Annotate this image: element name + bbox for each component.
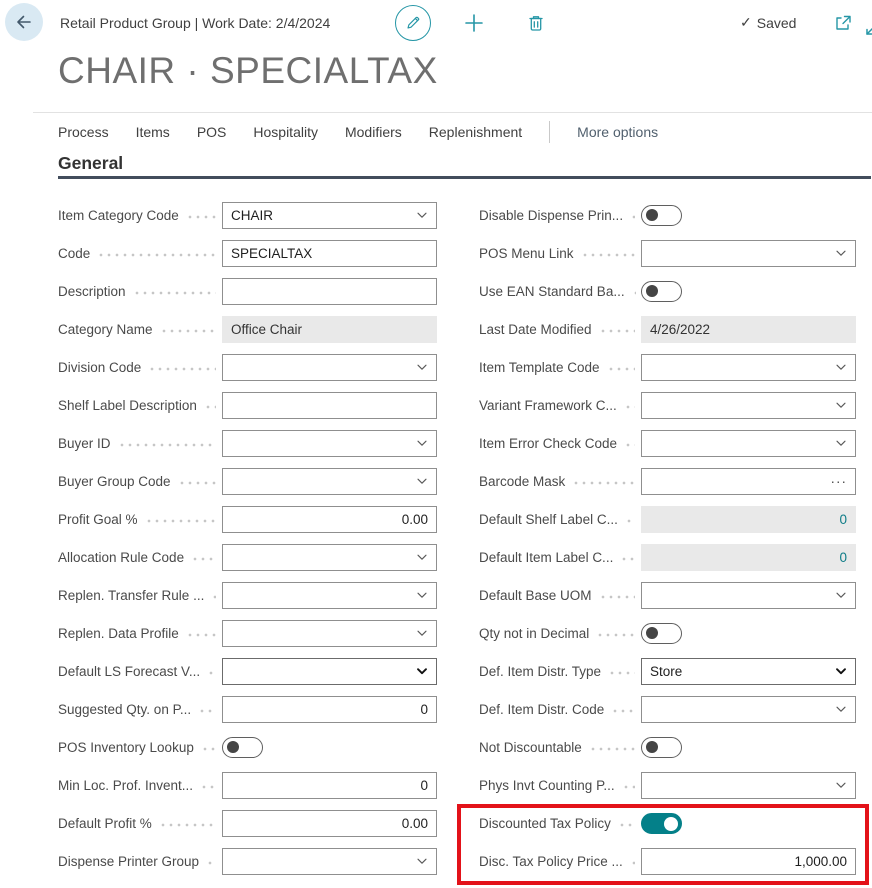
field-row-replen-transfer-rule xyxy=(58,576,437,614)
field-caption: Allocation Rule Code xyxy=(58,549,185,565)
chevron-down-icon[interactable] xyxy=(416,589,428,601)
chevron-down-icon[interactable] xyxy=(835,247,847,259)
default-item-label-copies-label xyxy=(479,550,641,565)
chevron-down-icon[interactable] xyxy=(835,703,847,715)
item-error-check-code-combobox[interactable] xyxy=(641,430,856,457)
dotted-leader xyxy=(159,823,216,827)
menu-tab-hospitality[interactable]: Hospitality xyxy=(253,124,318,140)
page-title: CHAIR · SPECIALTAX xyxy=(58,50,438,91)
field-row-item-error-check-code xyxy=(479,424,856,462)
dotted-leader xyxy=(596,633,635,637)
field-row-item-category-code xyxy=(58,196,437,234)
field-caption: Disc. Tax Policy Price ... xyxy=(479,853,623,869)
dotted-leader xyxy=(118,443,216,447)
field-row-qty-not-in-decimal xyxy=(479,614,856,652)
field-row-code xyxy=(58,234,437,272)
field-caption: Disable Dispense Prin... xyxy=(479,207,624,223)
field-row-default-item-label-copies xyxy=(479,538,856,576)
field-caption: Use EAN Standard Ba... xyxy=(479,283,625,299)
item-error-check-code-label xyxy=(479,436,641,451)
field-caption: POS Menu Link xyxy=(479,245,574,261)
not-discountable-label xyxy=(479,740,641,755)
default-base-uom-label xyxy=(479,588,641,603)
field-row-default-shelf-label-copies xyxy=(479,500,856,538)
suggested-qty-on-po-label xyxy=(58,702,222,717)
description-label xyxy=(58,284,222,299)
field-caption: Def. Item Distr. Code xyxy=(479,701,605,717)
shelf-label-description-input[interactable] xyxy=(222,392,437,419)
chevron-down-icon[interactable] xyxy=(835,779,847,791)
assist-ellipsis-icon[interactable]: ··· xyxy=(830,473,847,489)
pos-inventory-lookup-toggle[interactable] xyxy=(222,737,263,758)
add-plus-icon xyxy=(462,11,486,35)
dotted-leader xyxy=(581,253,635,257)
replen-transfer-rule-label xyxy=(58,588,222,603)
dotted-leader xyxy=(186,633,216,637)
field-caption: Item Error Check Code xyxy=(479,435,618,451)
field-caption: Min Loc. Prof. Invent... xyxy=(58,777,194,793)
save-status-label: Saved xyxy=(756,14,797,31)
qty-not-in-decimal-toggle[interactable] xyxy=(641,623,682,644)
field-row-default-ls-forecast xyxy=(58,652,437,690)
open-in-new-window-button[interactable] xyxy=(832,12,854,34)
field-caption: Default Item Label C... xyxy=(479,549,614,565)
field-caption: Default LS Forecast V... xyxy=(58,663,201,679)
dotted-leader xyxy=(630,215,635,219)
field-row-dispense-printer-group xyxy=(58,842,437,880)
field-value: Store xyxy=(650,663,683,679)
chevron-down-icon[interactable] xyxy=(835,665,847,677)
dotted-leader xyxy=(630,861,635,865)
buyer-group-code-label xyxy=(58,474,222,489)
field-caption: Default Profit % xyxy=(58,815,152,831)
buyer-group-code-combobox[interactable] xyxy=(222,468,437,495)
field-row-phys-invt-counting-period xyxy=(479,766,856,804)
back-button[interactable] xyxy=(5,3,43,41)
field-row-buyer-group-code xyxy=(58,462,437,500)
field-caption: Dispense Printer Group xyxy=(58,853,200,869)
section-underline xyxy=(58,176,871,179)
min-loc-prof-invent-label xyxy=(58,778,222,793)
field-row-discounted-tax-policy xyxy=(479,804,856,842)
replen-data-profile-combobox[interactable] xyxy=(222,620,437,647)
dotted-leader xyxy=(624,443,635,447)
default-base-uom-combobox[interactable] xyxy=(641,582,856,609)
field-caption: Replen. Transfer Rule ... xyxy=(58,587,205,603)
def-item-distr-code-label xyxy=(479,702,641,717)
field-row-buyer-id xyxy=(58,424,437,462)
field-row-pos-menu-link xyxy=(479,234,856,272)
section-header-general[interactable]: General xyxy=(58,153,124,173)
field-row-def-item-distr-code xyxy=(479,690,856,728)
field-row-division-code xyxy=(58,348,437,386)
toggle-knob xyxy=(646,741,658,753)
delete-trash-icon xyxy=(525,12,547,34)
menu-tab-replenishment[interactable]: Replenishment xyxy=(428,124,523,140)
field-caption: Qty not in Decimal xyxy=(479,625,590,641)
chevron-down-icon[interactable] xyxy=(835,399,847,411)
use-ean-standard-barcode-toggle[interactable] xyxy=(641,281,682,302)
profit-goal-pct-label xyxy=(58,512,222,527)
field-caption: Discounted Tax Policy xyxy=(479,815,611,831)
dotted-leader xyxy=(625,519,635,523)
phys-invt-counting-period-label xyxy=(479,778,641,793)
dotted-leader xyxy=(191,557,216,561)
dotted-leader xyxy=(624,405,635,409)
category-name-label xyxy=(58,322,222,337)
dotted-leader xyxy=(178,481,216,485)
default-ls-forecast-combobox[interactable] xyxy=(222,658,437,685)
default-ls-forecast-label xyxy=(58,664,222,679)
chevron-down-icon[interactable] xyxy=(835,361,847,373)
allocation-rule-code-label xyxy=(58,550,222,565)
field-row-item-template-code xyxy=(479,348,856,386)
delete-button[interactable] xyxy=(524,11,548,35)
field-caption: Code xyxy=(58,245,91,261)
dotted-leader xyxy=(622,785,635,789)
field-caption: Variant Framework C... xyxy=(479,397,617,413)
dotted-leader xyxy=(611,709,635,713)
item-template-code-combobox[interactable] xyxy=(641,354,856,381)
field-caption: Profit Goal % xyxy=(58,511,138,527)
field-caption: Suggested Qty. on P... xyxy=(58,701,192,717)
header-divider xyxy=(33,112,872,113)
menu-tab-items[interactable]: Items xyxy=(135,124,170,140)
dotted-leader xyxy=(211,595,216,599)
disable-dispense-printing-label xyxy=(479,208,641,223)
toggle-knob xyxy=(664,817,678,831)
menu-tab-pos[interactable]: POS xyxy=(196,124,227,140)
action-menu xyxy=(58,120,658,144)
field-row-barcode-mask xyxy=(479,462,856,500)
field-row-replen-data-profile xyxy=(58,614,437,652)
disc-tax-policy-price-label xyxy=(479,854,641,869)
field-row-pos-inventory-lookup xyxy=(58,728,437,766)
open-in-new-window-icon xyxy=(833,13,853,33)
dotted-leader xyxy=(148,367,216,371)
variant-framework-code-combobox[interactable] xyxy=(641,392,856,419)
chevron-down-icon[interactable] xyxy=(416,209,428,221)
dotted-leader xyxy=(618,823,635,827)
field-caption: Phys Invt Counting P... xyxy=(479,777,615,793)
def-item-distr-type-combobox[interactable] xyxy=(641,658,856,685)
form-column-right xyxy=(479,196,856,880)
dispense-printer-group-label xyxy=(58,854,222,869)
replen-data-profile-label xyxy=(58,626,222,641)
field-value: CHAIR xyxy=(231,207,274,223)
field-caption: Division Code xyxy=(58,359,142,375)
field-row-min-loc-prof-invent xyxy=(58,766,437,804)
pop-in-button[interactable] xyxy=(861,22,872,40)
def-item-distr-code-combobox[interactable] xyxy=(641,696,856,723)
dotted-leader xyxy=(206,861,216,865)
barcode-mask-label xyxy=(479,474,641,489)
field-caption: POS Inventory Lookup xyxy=(58,739,194,755)
phys-invt-counting-period-combobox[interactable] xyxy=(641,772,856,799)
field-caption: Last Date Modified xyxy=(479,321,592,337)
dotted-leader xyxy=(201,747,216,751)
field-caption: Item Category Code xyxy=(58,207,179,223)
field-row-profit-goal-pct xyxy=(58,500,437,538)
dotted-leader xyxy=(160,329,216,333)
dotted-leader xyxy=(198,709,216,713)
replen-transfer-rule-combobox[interactable] xyxy=(222,582,437,609)
pos-menu-link-label xyxy=(479,246,641,261)
description-input[interactable] xyxy=(222,278,437,305)
default-shelf-label-copies-label xyxy=(479,512,641,527)
toggle-knob xyxy=(646,209,658,221)
field-caption: Not Discountable xyxy=(479,739,582,755)
profit-goal-pct-input[interactable] xyxy=(222,506,437,533)
chevron-down-icon[interactable] xyxy=(835,589,847,601)
field-row-disable-dispense-printing xyxy=(479,196,856,234)
field-row-shelf-label-description xyxy=(58,386,437,424)
last-date-modified-label xyxy=(479,322,641,337)
buyer-id-combobox[interactable] xyxy=(222,430,437,457)
field-caption: Category Name xyxy=(58,321,153,337)
default-profit-pct-input[interactable] xyxy=(222,810,437,837)
field-caption: Item Template Code xyxy=(479,359,600,375)
barcode-mask-assist-edit[interactable] xyxy=(641,468,856,495)
dotted-leader xyxy=(200,785,216,789)
form-column-left xyxy=(58,196,437,880)
toggle-knob xyxy=(227,741,239,753)
field-row-default-base-uom xyxy=(479,576,856,614)
default-item-label-copies-value[interactable]: 0 xyxy=(641,544,856,571)
field-row-suggested-qty-on-po xyxy=(58,690,437,728)
back-arrow-icon xyxy=(14,12,34,32)
buyer-id-label xyxy=(58,436,222,451)
chevron-down-icon[interactable] xyxy=(416,627,428,639)
general-form xyxy=(58,196,856,880)
dotted-leader xyxy=(589,747,635,751)
field-caption: Barcode Mask xyxy=(479,473,566,489)
field-row-default-profit-pct xyxy=(58,804,437,842)
dotted-leader xyxy=(599,595,635,599)
dotted-leader xyxy=(207,671,216,675)
field-caption: Shelf Label Description xyxy=(58,397,197,413)
dotted-leader xyxy=(607,367,635,371)
allocation-rule-code-combobox[interactable] xyxy=(222,544,437,571)
field-caption: Default Shelf Label C... xyxy=(479,511,618,527)
use-ean-standard-barcode-label xyxy=(479,284,641,299)
dotted-leader xyxy=(97,253,216,257)
dotted-leader xyxy=(133,291,216,295)
check-icon: ✓ xyxy=(740,14,752,30)
variant-framework-code-label xyxy=(479,398,641,413)
field-caption: Description xyxy=(58,283,126,299)
field-row-use-ean-standard-barcode xyxy=(479,272,856,310)
division-code-label xyxy=(58,360,222,375)
field-row-last-date-modified xyxy=(479,310,856,348)
code-label xyxy=(58,246,222,261)
dotted-leader xyxy=(572,481,635,485)
chevron-down-icon[interactable] xyxy=(835,437,847,449)
field-row-disc-tax-policy-price xyxy=(479,842,856,880)
chevron-down-icon[interactable] xyxy=(416,437,428,449)
edit-pencil-icon xyxy=(404,14,422,32)
dotted-leader xyxy=(204,405,216,409)
field-caption: Buyer ID xyxy=(58,435,111,451)
field-caption: Replen. Data Profile xyxy=(58,625,179,641)
save-status xyxy=(740,14,796,31)
field-row-def-item-distr-type xyxy=(479,652,856,690)
dotted-leader xyxy=(620,557,635,561)
field-caption: Default Base UOM xyxy=(479,587,592,603)
field-row-description xyxy=(58,272,437,310)
chevron-down-icon[interactable] xyxy=(416,361,428,373)
category-name-value: Office Chair xyxy=(222,316,437,343)
disable-dispense-printing-toggle[interactable] xyxy=(641,205,682,226)
dispense-printer-group-combobox[interactable] xyxy=(222,848,437,875)
pos-menu-link-combobox[interactable] xyxy=(641,240,856,267)
min-loc-prof-invent-input[interactable] xyxy=(222,772,437,799)
not-discountable-toggle[interactable] xyxy=(641,737,682,758)
division-code-combobox[interactable] xyxy=(222,354,437,381)
default-shelf-label-copies-value[interactable]: 0 xyxy=(641,506,856,533)
dotted-leader xyxy=(599,329,635,333)
chevron-down-icon[interactable] xyxy=(416,551,428,563)
field-row-not-discountable xyxy=(479,728,856,766)
add-button[interactable] xyxy=(461,10,487,36)
shelf-label-description-label xyxy=(58,398,222,413)
menu-tab-process[interactable]: Process xyxy=(58,124,109,140)
last-date-modified-value: 4/26/2022 xyxy=(641,316,856,343)
field-row-variant-framework-code xyxy=(479,386,856,424)
more-options-button[interactable]: More options xyxy=(577,124,659,140)
chevron-down-icon[interactable] xyxy=(416,665,428,677)
toggle-knob xyxy=(646,285,658,297)
discounted-tax-policy-label xyxy=(479,816,641,831)
qty-not-in-decimal-label xyxy=(479,626,641,641)
field-row-category-name xyxy=(58,310,437,348)
item-template-code-label xyxy=(479,360,641,375)
dotted-leader xyxy=(632,291,636,295)
toggle-knob xyxy=(646,627,658,639)
pop-in-arrow-icon xyxy=(862,23,872,39)
edit-button[interactable] xyxy=(395,5,431,41)
pos-inventory-lookup-label xyxy=(58,740,222,755)
menu-divider xyxy=(549,121,550,143)
def-item-distr-type-label xyxy=(479,664,641,679)
field-caption: Buyer Group Code xyxy=(58,473,171,489)
default-profit-pct-label xyxy=(58,816,222,831)
code-input[interactable] xyxy=(222,240,437,267)
item-category-code-combobox[interactable] xyxy=(222,202,437,229)
chevron-down-icon[interactable] xyxy=(416,855,428,867)
discounted-tax-policy-toggle[interactable] xyxy=(641,813,682,834)
item-category-code-label xyxy=(58,208,222,223)
suggested-qty-on-po-input[interactable] xyxy=(222,696,437,723)
menu-tab-modifiers[interactable]: Modifiers xyxy=(344,124,402,140)
field-row-allocation-rule-code xyxy=(58,538,437,576)
dotted-leader xyxy=(608,671,635,675)
disc-tax-policy-price-input[interactable] xyxy=(641,848,856,875)
field-caption: Def. Item Distr. Type xyxy=(479,663,602,679)
breadcrumb[interactable]: Retail Product Group | Work Date: 2/4/2024 xyxy=(60,15,331,31)
dotted-leader xyxy=(186,215,216,219)
chevron-down-icon[interactable] xyxy=(416,475,428,487)
dotted-leader xyxy=(145,519,216,523)
